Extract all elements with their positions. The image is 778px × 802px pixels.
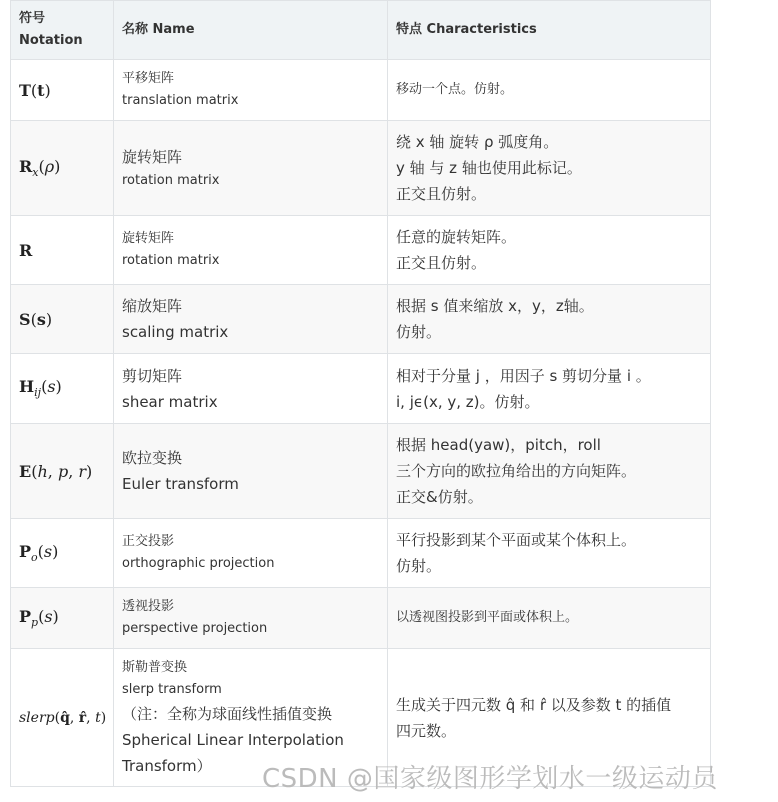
table-row (11, 121, 711, 216)
header-notation-en: Notation (19, 33, 83, 48)
characteristics-line: 正交且仿射。 (396, 254, 487, 272)
notation-cell: S(s) (11, 285, 114, 354)
name-en: perspective projection (122, 621, 268, 636)
csdn-watermark: CSDN @国家级图形学划水一级运动员 (262, 764, 718, 794)
characteristics-cell (388, 285, 711, 354)
name-en: shear matrix (122, 392, 218, 411)
name-cn: 平移矩阵 (122, 71, 175, 86)
name-note: Transform） (122, 756, 212, 775)
name-cell (114, 216, 388, 285)
table-row (11, 519, 711, 588)
characteristics-line: 绕 x 轴 旋转 ρ 弧度角。 (396, 133, 559, 151)
characteristics-line: 正交且仿射。 (396, 185, 487, 203)
characteristics-cell (388, 216, 711, 285)
name-cn: 斯勒普变换 (122, 659, 188, 675)
characteristics-line: 移动一个点。仿射。 (396, 82, 514, 97)
characteristics-line: 仿射。 (396, 323, 442, 341)
table-row (11, 285, 711, 354)
notation-table-container (10, 0, 710, 787)
notation-cell: $H_{ij}(s)$ (11, 354, 114, 424)
name-note: （注：全称为球面线性插值变换 (122, 704, 333, 723)
name-en: rotation matrix (122, 253, 220, 268)
notation-cell: $P_o(s)$ (11, 519, 114, 588)
characteristics-cell (388, 121, 711, 216)
characteristics-line: 生成关于四元数 q̂ 和 r̂ 以及参数 t 的插值 (396, 695, 672, 714)
characteristics-cell (388, 424, 711, 519)
characteristics-cell (388, 519, 711, 588)
name-en: translation matrix (122, 93, 239, 108)
name-cell (114, 519, 388, 588)
characteristics-line: i, jϵ(x, y, z)。仿射。 (396, 392, 540, 411)
name-cn: 旋转矩阵 (122, 231, 175, 246)
name-en: rotation matrix (122, 173, 220, 188)
characteristics-line: 四元数。 (396, 721, 457, 740)
characteristics-line: 根据 s 值来缩放 x，y，z轴。 (396, 297, 594, 315)
notation-cell: $R_x(\rho)$ (11, 121, 114, 216)
name-cell (114, 588, 388, 649)
characteristics-line: 仿射。 (396, 557, 442, 575)
characteristics-line: 任意的旋转矩阵。 (396, 228, 517, 246)
name-en: scaling matrix (122, 323, 229, 341)
characteristics-line: 相对于分量 j ，用因子 s 剪切分量 i 。 (396, 366, 651, 385)
characteristics-line: 平行投影到某个平面或某个体积上。 (396, 531, 637, 549)
characteristics-line: 以透视图投影到平面或体积上。 (396, 610, 579, 625)
header-notation (11, 1, 114, 60)
notation-cell: E(h, p, r) (11, 424, 114, 519)
table-row (11, 216, 711, 285)
name-cell (114, 60, 388, 121)
table-row (11, 354, 711, 424)
header-name: 名称 Name (114, 1, 388, 60)
notation-cell: R (11, 216, 114, 285)
characteristics-cell (388, 588, 711, 649)
table-row (11, 588, 711, 649)
name-cell (114, 424, 388, 519)
table-row (11, 60, 711, 121)
table-header-row (11, 1, 711, 60)
name-cn: 透视投影 (122, 599, 175, 614)
characteristics-cell (388, 354, 711, 424)
notation-cell: slerp(q̂, r̂, t) (11, 649, 114, 787)
characteristics-line: 三个方向的欧拉角给出的方向矩阵。 (396, 462, 637, 480)
notation-cell: T(t) (11, 60, 114, 121)
name-cell (114, 354, 388, 424)
name-cn: 欧拉变换 (122, 449, 183, 467)
name-en: slerp transform (122, 681, 222, 697)
table-row (11, 424, 711, 519)
name-note: Spherical Linear Interpolation (122, 730, 344, 749)
notation-cell: $P_p(s)$ (11, 588, 114, 649)
notation-table (10, 0, 711, 787)
name-en: Euler transform (122, 475, 239, 493)
name-cell (114, 285, 388, 354)
characteristics-line: 正交&仿射。 (396, 488, 483, 506)
characteristics-line: y 轴 与 z 轴也使用此标记。 (396, 159, 582, 177)
name-cn: 剪切矩阵 (122, 366, 183, 385)
name-cn: 缩放矩阵 (122, 297, 183, 315)
characteristics-line: 根据 head(yaw)，pitch，roll (396, 436, 601, 454)
name-cell (114, 121, 388, 216)
characteristics-cell (388, 60, 711, 121)
header-characteristics: 特点 Characteristics (388, 1, 711, 60)
name-cn: 正交投影 (122, 534, 175, 549)
name-en: orthographic projection (122, 556, 275, 571)
name-cn: 旋转矩阵 (122, 148, 183, 166)
header-notation-cn: 符号 (19, 11, 46, 26)
